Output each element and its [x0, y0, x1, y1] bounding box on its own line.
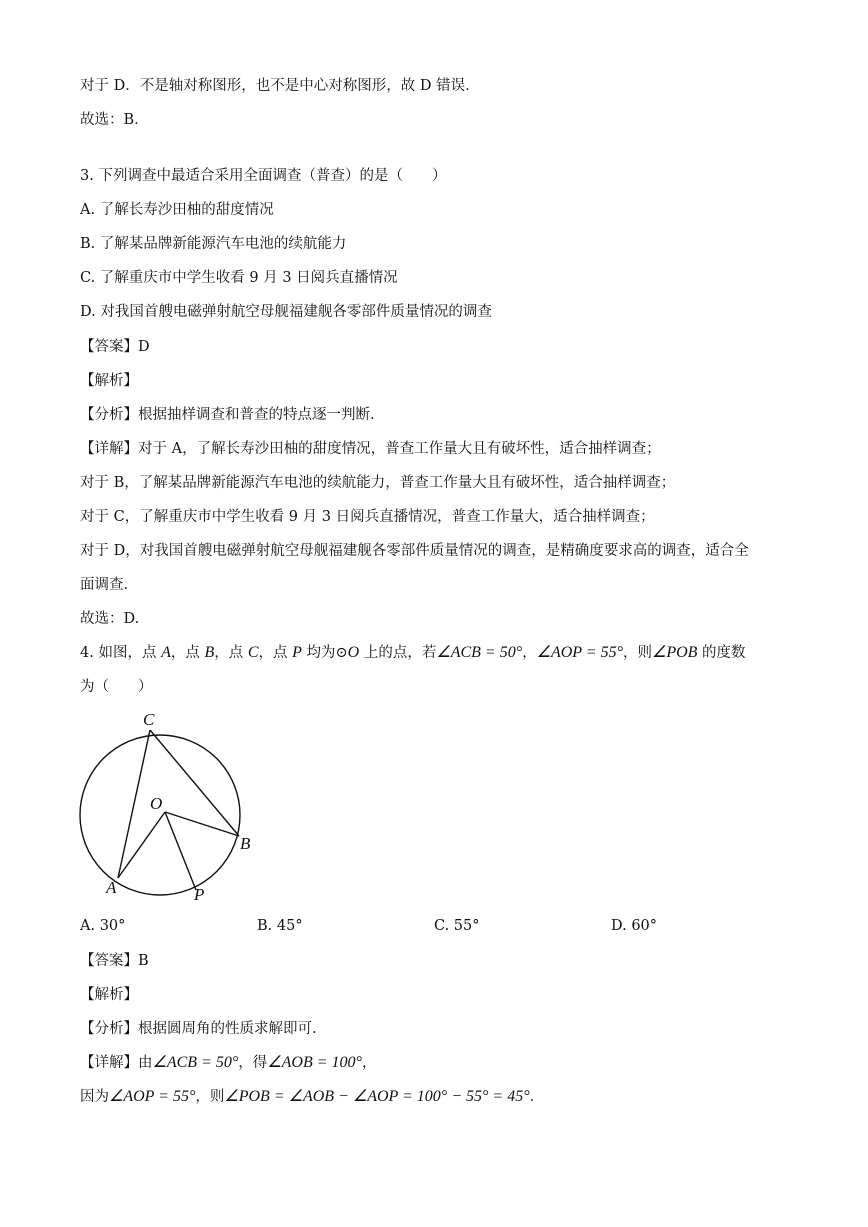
option-d: D. 60° [611, 918, 658, 934]
analysis-3: 【分析】根据抽样调查和普查的特点逐一判断. [80, 407, 375, 423]
math-expr: ∠POB [651, 644, 698, 661]
math-expr: ∠ACB = 50° [152, 1054, 239, 1071]
detail-4 [80, 1053, 808, 1073]
text: ， [361, 1055, 377, 1071]
text: ，则 [622, 645, 652, 661]
text: ，得 [238, 1055, 268, 1071]
math-var: P [292, 644, 302, 661]
analysis-heading-3: 【解析】 [80, 373, 138, 389]
text: 【详解】由 [80, 1055, 153, 1071]
answer-3: 【答案】D [80, 339, 150, 355]
text: ，点 [258, 645, 293, 661]
math-expr: ∠AOP = 55° [109, 1088, 196, 1105]
option-d: D. 对我国首艘电磁弹射航空母舰福建舰各零部件质量情况的调查 [80, 304, 492, 320]
detail-3: 对于 D，对我国首艘电磁弹射航空母舰福建舰各零部件质量情况的调查，是精确度要求高的调查，适合全 [80, 543, 749, 559]
text: ，点 [214, 645, 248, 661]
math-expr: ∠POB = ∠AOB − ∠AOP = 100° − 55° = 45° [224, 1088, 530, 1105]
option-a: A. 了解长寿沙田柚的甜度情况 [80, 202, 274, 218]
segment-ob [165, 812, 239, 836]
label-b: B [240, 834, 251, 853]
label-a: A [106, 878, 117, 897]
text: 4. 如图，点 [80, 645, 162, 661]
math-var: A [161, 644, 171, 661]
detail-3: 面调查. [80, 577, 129, 593]
label-p: P [194, 885, 205, 904]
circle-o [80, 735, 240, 895]
question-4 [80, 643, 808, 663]
text: 因为 [80, 1089, 109, 1105]
analysis-4: 【分析】根据圆周角的性质求解即可. [80, 1021, 317, 1037]
option-b: B. 了解某品牌新能源汽车电池的续航能力 [80, 236, 347, 252]
selection-3: 故选：D. [80, 611, 140, 627]
question-3: 3. 下列调查中最适合采用全面调查（普查）的是（ ） [80, 168, 447, 184]
text: 均为⊙ [301, 645, 348, 661]
math-expr: ∠AOP = 55° [536, 644, 623, 661]
text: ． [529, 1089, 545, 1105]
text: ，则 [195, 1089, 225, 1105]
segment-cb [150, 730, 239, 836]
text: ， [522, 645, 537, 661]
analysis-heading-4: 【解析】 [80, 987, 138, 1003]
math-expr: ∠ACB = 50° [436, 644, 523, 661]
math-var: O [347, 644, 360, 661]
math-var: C [247, 644, 259, 661]
text: 的度数 [697, 645, 746, 661]
detail-3: 对于 C，了解重庆市中学生收看 9 月 3 日阅兵直播情况，普查工作量大，适合抽样调查； [80, 509, 655, 525]
question-4-cont: 为（ ） [80, 679, 153, 695]
circle-figure [70, 705, 285, 905]
detail-4 [80, 1087, 808, 1107]
detail-3: 【详解】对于 A，了解长寿沙田柚的甜度情况，普查工作量大且有破坏性，适合抽样调查； [80, 441, 661, 457]
math-expr: ∠AOB = 100° [267, 1054, 362, 1071]
label-c: C [143, 710, 155, 729]
option-b: B. 45° [257, 918, 303, 934]
option-c: C. 55° [434, 918, 480, 934]
option-c: C. 了解重庆市中学生收看 9 月 3 日阅兵直播情况 [80, 270, 398, 286]
text-line: 对于 D．不是轴对称图形，也不是中心对称图形，故 D 错误． [80, 78, 480, 94]
text-line: 故选：B． [80, 112, 149, 128]
answer-4: 【答案】B [80, 953, 149, 969]
math-var: B [204, 644, 215, 661]
text: 上的点，若 [359, 645, 437, 661]
label-o: O [150, 794, 163, 813]
text: ，点 [170, 645, 205, 661]
option-a: A. 30° [80, 918, 126, 934]
segment-op [165, 812, 196, 890]
detail-3: 对于 B，了解某品牌新能源汽车电池的续航能力，普查工作量大且有破坏性，适合抽样调查； [80, 475, 676, 491]
